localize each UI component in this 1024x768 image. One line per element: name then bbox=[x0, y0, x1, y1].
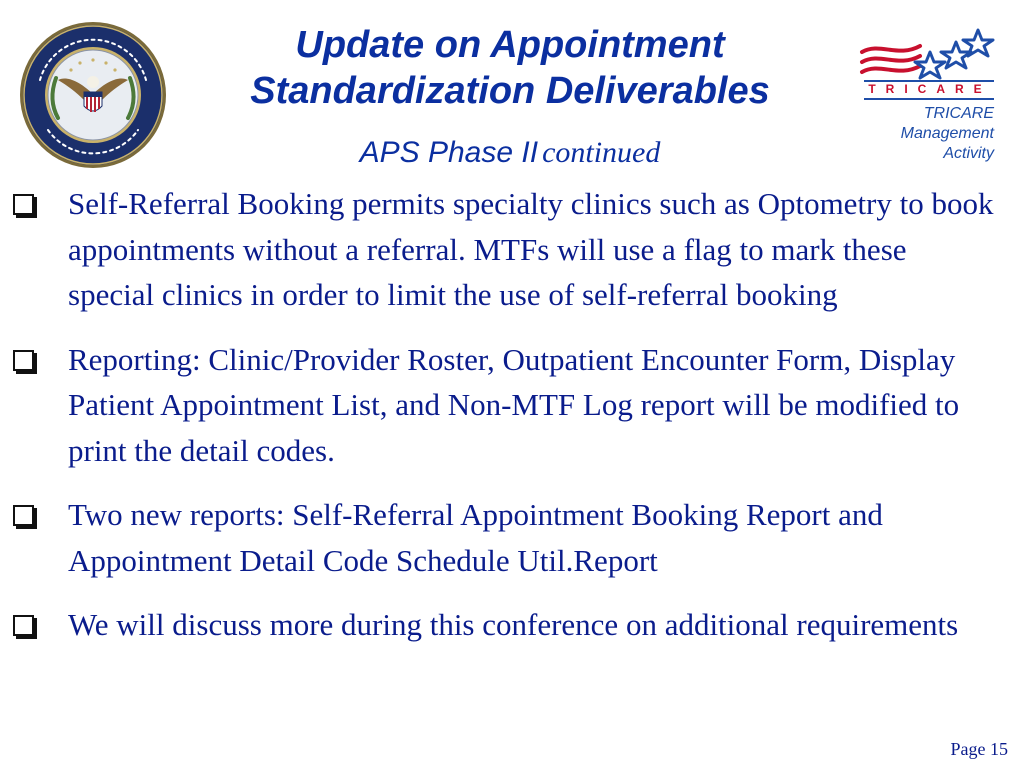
bullet-text: Two new reports: Self-Referral Appointment Booking Report and Appointment Detail Code Schedule Util.Report bbox=[68, 497, 883, 578]
tricare-rule-top bbox=[864, 80, 994, 82]
bullet-list bbox=[0, 181, 1024, 648]
title-line-2: Standardization Deliverables bbox=[250, 70, 770, 112]
tricare-name-line-1: TRICARE bbox=[923, 105, 994, 122]
page-number: Page 15 bbox=[950, 739, 1008, 759]
subtitle-main: APS Phase II bbox=[359, 136, 539, 169]
checkbox-bullet-icon bbox=[13, 615, 34, 636]
subtitle-continued: continued bbox=[542, 136, 661, 169]
title-line-1: Update on Appointment bbox=[295, 24, 725, 66]
tricare-wordmark: TRICARE bbox=[868, 82, 992, 96]
bullet-item-discussion bbox=[0, 602, 1024, 648]
checkbox-bullet-icon bbox=[13, 194, 34, 215]
bullet-item-self-referral bbox=[0, 181, 1024, 318]
page-subtitle bbox=[180, 133, 840, 178]
bullet-item-reporting bbox=[0, 337, 1024, 474]
bullet-text: Self-Referral Booking permits specialty clinics such as Optometry to book appointments without a referral. MTFs will use a flag to mark these special clinics in order to limit the use of self-referral booking bbox=[68, 186, 994, 312]
page-title bbox=[180, 22, 840, 114]
checkbox-bullet-icon bbox=[13, 350, 34, 371]
bullet-text: Reporting: Clinic/Provider Roster, Outpatient Encounter Form, Display Patient Appointment List, and Non-MTF Log report will be modified to print the detail codes. bbox=[68, 341, 960, 468]
tricare-logo bbox=[858, 24, 998, 169]
checkbox-bullet-icon bbox=[13, 505, 34, 526]
tricare-name-line-3: Activity bbox=[943, 145, 994, 162]
department-of-defense-seal-icon bbox=[18, 20, 168, 170]
bullet-item-new-reports bbox=[0, 492, 1024, 583]
tricare-stars-and-stripes-icon bbox=[858, 24, 998, 84]
tricare-rule-bottom bbox=[864, 98, 994, 100]
bullet-text: We will discuss more during this conference on additional requirements bbox=[68, 607, 959, 642]
tricare-name-line-2: Management bbox=[900, 125, 994, 142]
